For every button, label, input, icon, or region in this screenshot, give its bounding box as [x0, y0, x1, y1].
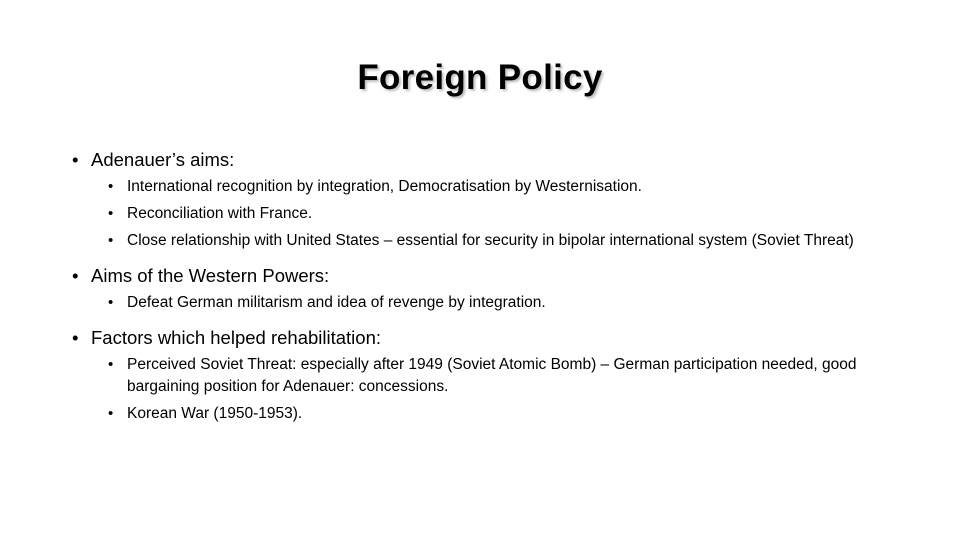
bullet-icon: •: [108, 178, 114, 195]
sub-bullet-item: [108, 230, 892, 252]
bullet-icon: •: [108, 232, 114, 249]
section-heading-text: Aims of the Western Powers:: [91, 265, 330, 286]
sub-bullet-item: [108, 403, 892, 425]
bullet-icon: •: [108, 294, 114, 311]
sub-bullet-text: Korean War (1950-1953).: [127, 405, 303, 422]
slide-title: Foreign Policy: [357, 58, 603, 97]
section-heading: [72, 148, 892, 172]
section-heading-text: Factors which helped rehabilitation:: [91, 327, 381, 348]
sub-bullet-text: Close relationship with United States – essential for security in bipolar international system (Soviet Threat): [127, 232, 854, 249]
slide-body: [72, 148, 892, 425]
sub-bullet-text: Perceived Soviet Threat: especially after 1949 (Soviet Atomic Bomb) – German participation needed, good bargaining position for Adenauer: concessions.: [127, 356, 857, 395]
sub-bullet-item: [108, 203, 892, 225]
section-heading-text: Adenauer’s aims:: [91, 149, 235, 170]
bullet-icon: •: [108, 205, 114, 222]
sub-bullet-list: [108, 354, 892, 425]
section-heading: [72, 264, 892, 288]
section-heading: [72, 326, 892, 350]
bullet-icon: •: [108, 356, 114, 373]
bullet-icon: •: [108, 405, 114, 422]
sub-bullet-text: Defeat German militarism and idea of revenge by integration.: [127, 294, 546, 311]
sub-bullet-list: [108, 292, 892, 314]
bullet-icon: •: [72, 265, 79, 286]
bullet-icon: •: [72, 149, 79, 170]
sub-bullet-item: [108, 176, 892, 198]
sub-bullet-item: [108, 292, 892, 314]
sub-bullet-text: Reconciliation with France.: [127, 205, 313, 222]
bullet-icon: •: [72, 327, 79, 348]
sub-bullet-item: [108, 354, 892, 398]
sub-bullet-list: [108, 176, 892, 252]
sub-bullet-text: International recognition by integration, Democratisation by Westernisation.: [127, 178, 642, 195]
